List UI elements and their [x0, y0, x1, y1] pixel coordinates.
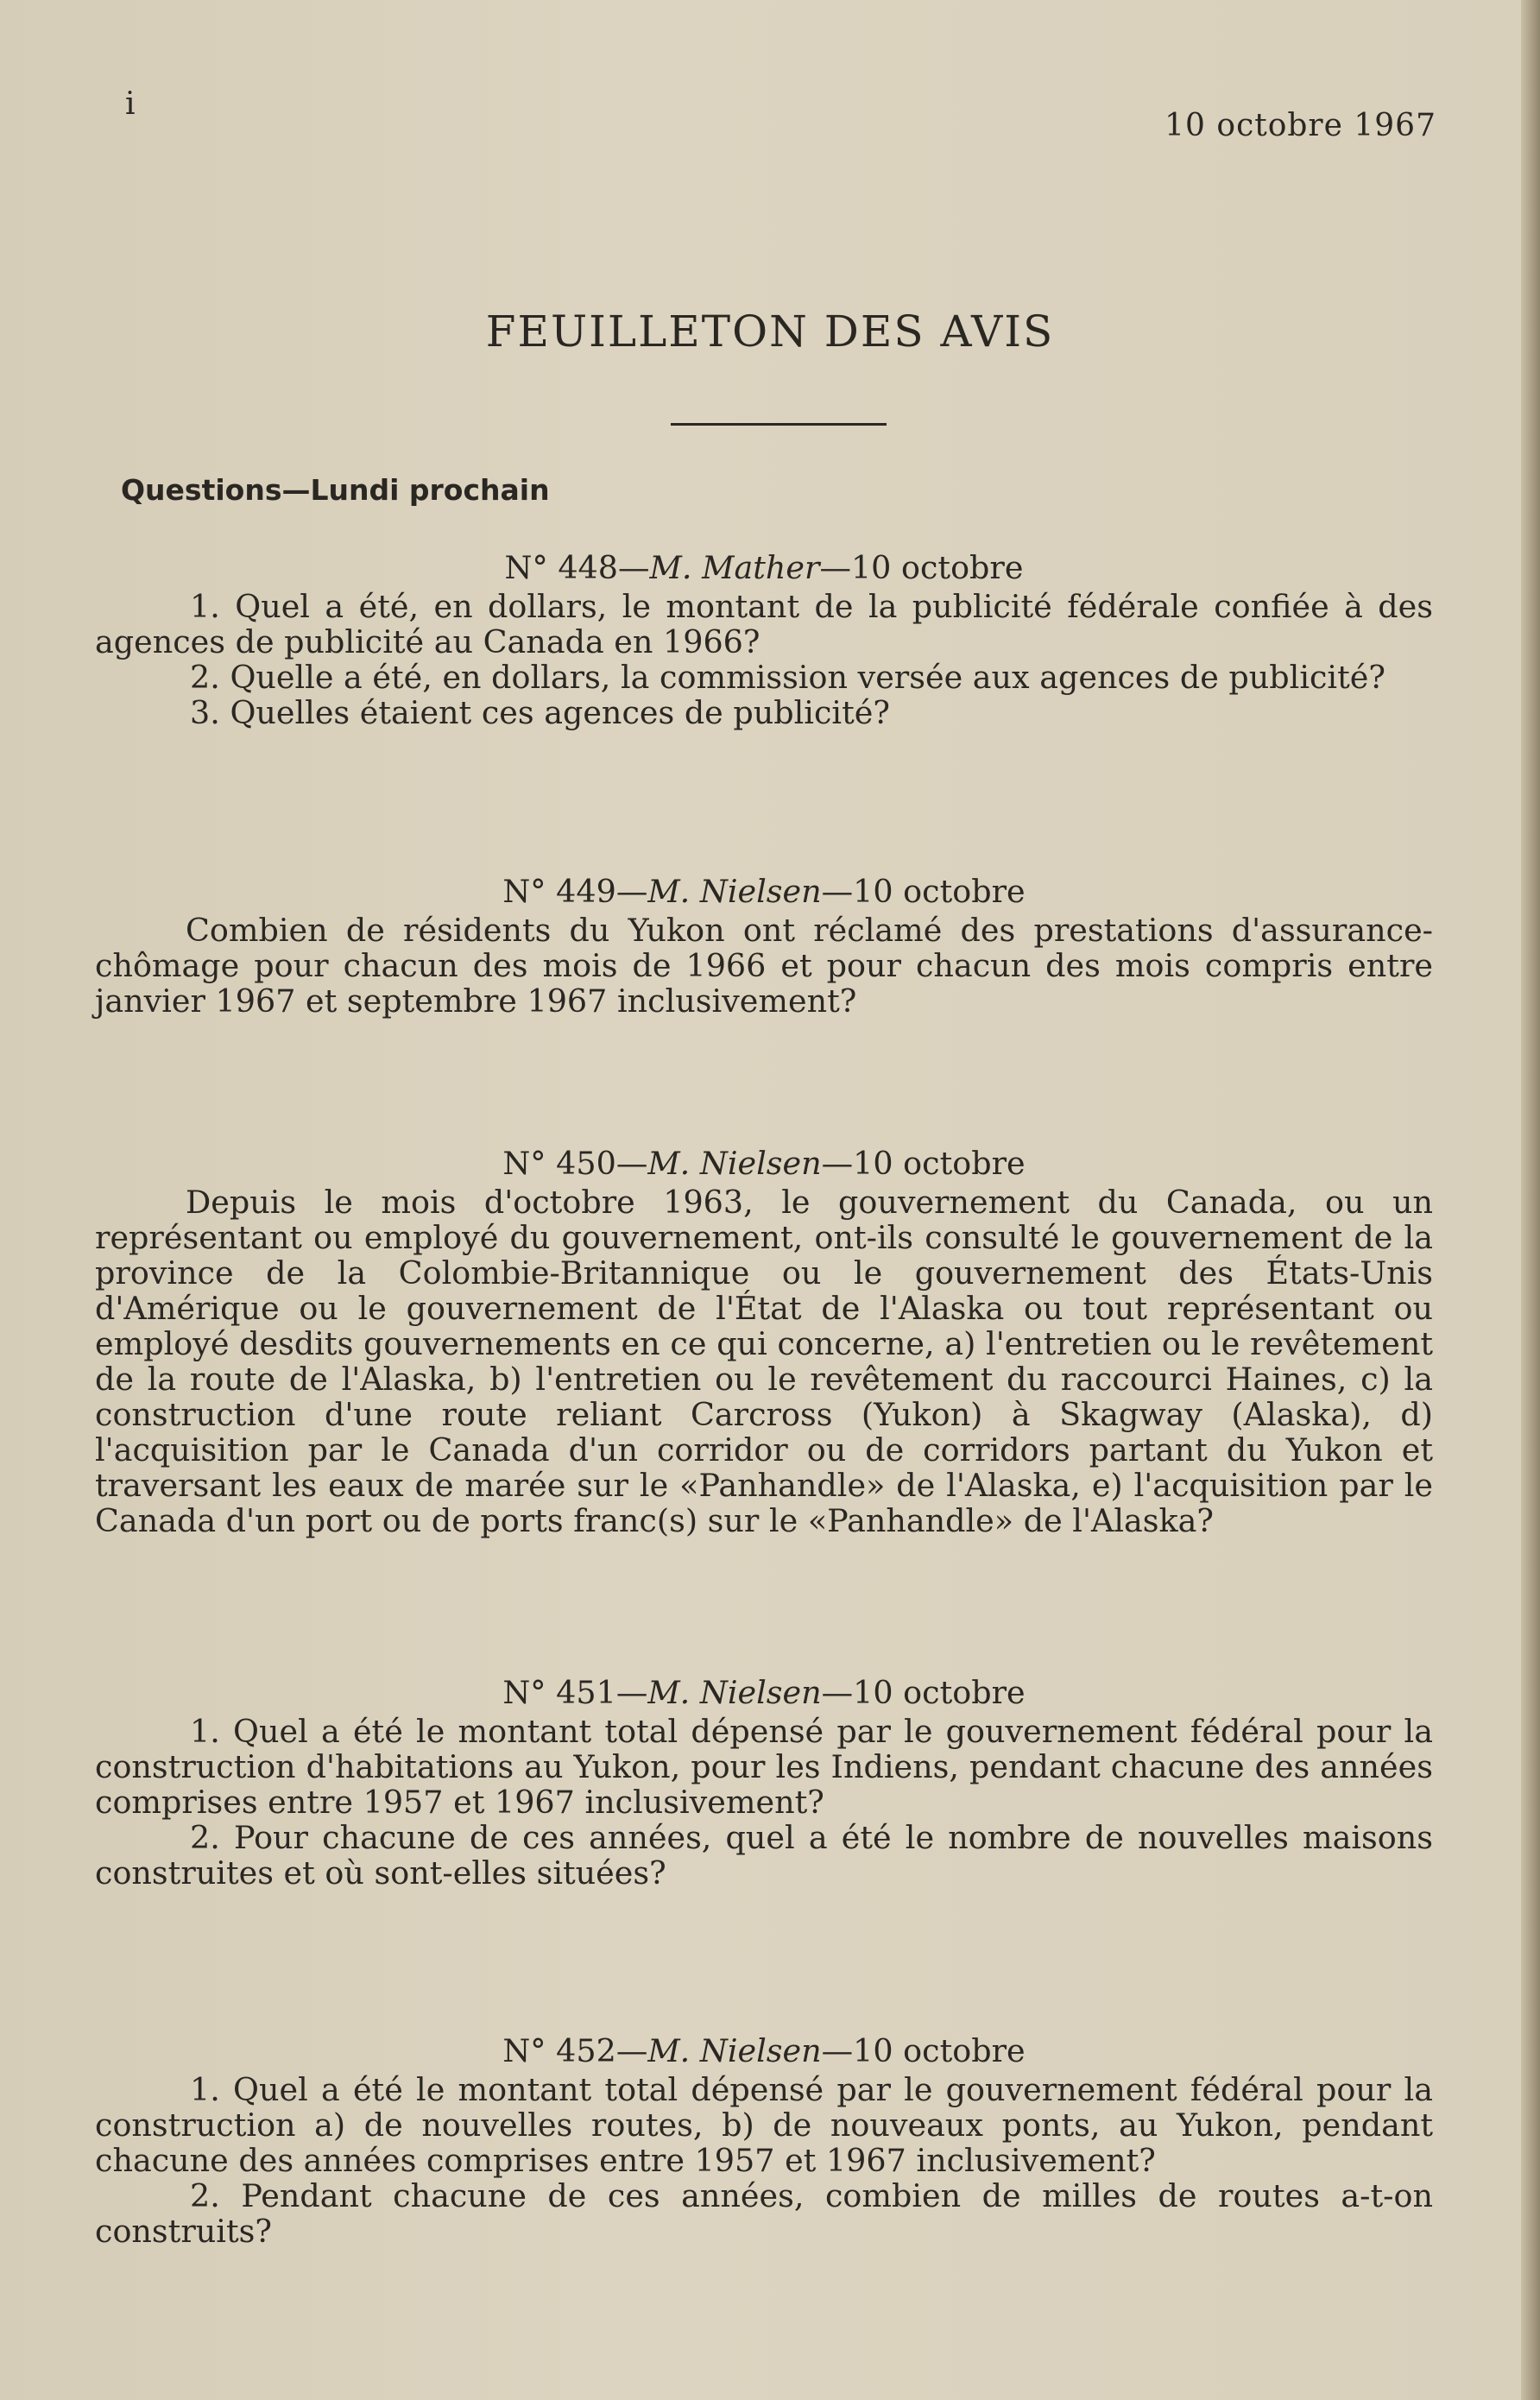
question-member: M. Nielsen	[647, 1674, 822, 1711]
question-paragraph	[95, 1714, 1433, 1820]
question-448	[95, 550, 1433, 730]
paragraph-number: 1.	[190, 1713, 220, 1750]
paragraph-number: 3.	[190, 694, 220, 731]
question-date: 10 octobre	[853, 2032, 1026, 2069]
paragraph-number: 1.	[190, 588, 220, 625]
question-number: N° 449	[502, 873, 616, 910]
paragraph-text: Quel a été le montant total dépensé par le gouvernement fédéral pour la construction a) de nouvelles routes, b) de nouveaux ponts, au Yukon, pendant chacune des années comprises entre 1957 et 1967 inclusivement?	[95, 2071, 1433, 2179]
question-451	[95, 1675, 1433, 1891]
page-title: FEUILLETON DES AVIS	[485, 306, 1055, 357]
paragraph-number: 1.	[190, 2071, 220, 2108]
question-paragraph	[95, 695, 1433, 730]
paragraph-text: Pendant chacune de ces années, combien de milles de routes a-t-on construits?	[95, 2177, 1433, 2250]
paragraph-number: 2.	[190, 1819, 220, 1856]
page-number: i	[125, 86, 136, 122]
title-rule	[671, 423, 887, 426]
question-member: M. Nielsen	[647, 2032, 822, 2069]
question-paragraph	[95, 2072, 1433, 2178]
question-449	[95, 874, 1433, 1019]
question-number: N° 448	[504, 549, 618, 586]
paragraph-text: Combien de résidents du Yukon ont réclamé des prestations d'assurance-chômage pour chacun des mois de 1966 et pour chacun des mois compris entre janvier 1967 et septembre 1967 inclusivement?	[95, 912, 1433, 1020]
question-date: 10 octobre	[850, 549, 1024, 586]
paragraph-text: Quelles étaient ces agences de publicité?	[230, 694, 890, 731]
question-paragraph	[95, 660, 1433, 695]
question-date: 10 octobre	[853, 873, 1026, 910]
question-member: M. Nielsen	[647, 1145, 822, 1182]
question-number: N° 451	[502, 1674, 616, 1711]
question-heading: N° 452—M. Nielsen—10 octobre	[502, 2032, 1026, 2069]
question-paragraph	[95, 913, 1433, 1019]
paragraph-text: Quelle a été, en dollars, la commission versée aux agences de publicité?	[230, 659, 1385, 696]
question-paragraph	[95, 1184, 1433, 1538]
question-paragraph	[95, 1820, 1433, 1891]
paragraph-number: 2.	[190, 2177, 220, 2214]
paragraph-text: Quel a été, en dollars, le montant de la publicité fédérale confiée à des agences de publicité au Canada en 1966?	[95, 588, 1433, 660]
question-paragraph	[95, 2178, 1433, 2249]
paragraph-text: Pour chacune de ces années, quel a été le nombre de nouvelles maisons construites et où sont-elles situées?	[95, 1819, 1433, 1892]
question-heading: N° 449—M. Nielsen—10 octobre	[502, 873, 1026, 910]
question-member: M. Nielsen	[647, 873, 822, 910]
question-heading: N° 451—M. Nielsen—10 octobre	[502, 1674, 1026, 1711]
question-450	[95, 1146, 1433, 1538]
header-date: 10 octobre 1967	[1164, 108, 1436, 143]
question-date: 10 octobre	[853, 1145, 1026, 1182]
page-edge	[1521, 0, 1540, 2400]
paragraph-number: 2.	[190, 659, 220, 696]
section-heading: Questions—Lundi prochain	[121, 473, 550, 507]
question-heading: N° 448—M. Mather—10 octobre	[504, 549, 1024, 586]
paragraph-text: Quel a été le montant total dépensé par le gouvernement fédéral pour la construction d'habitations au Yukon, pour les Indiens, pendant chacune des années comprises entre 1957 et 1967 inclusivement?	[95, 1713, 1433, 1821]
question-paragraph	[95, 589, 1433, 660]
question-heading: N° 450—M. Nielsen—10 octobre	[502, 1145, 1026, 1182]
question-date: 10 octobre	[853, 1674, 1026, 1711]
question-number: N° 452	[502, 2032, 616, 2069]
question-452	[95, 2033, 1433, 2249]
question-number: N° 450	[502, 1145, 616, 1182]
paragraph-text: Depuis le mois d'octobre 1963, le gouvernement du Canada, ou un représentant ou employé du gouvernement, ont-ils consulté le gouvernement de la province de la Colombie-Britannique ou le gouvernement des États-Unis d'Amérique ou le gouvernement de l'État de l'Alaska ou tout représentant ou employé desdits gouvernements en ce qui concerne, a) l'entretien ou le revêtement de la route de l'Alaska, b) l'entretien ou le revêtement du raccourci Haines, c) la construction d'une route reliant Carcross (Yukon) à Skagway (Alaska), d) l'acquisition par le Canada d'un corridor ou de corridors partant du Yukon et traversant les eaux de marée sur le «Panhandle» de l'Alaska, e) l'acquisition par le Canada d'un port ou de ports franc(s) sur le «Panhandle» de l'Alaska?	[95, 1184, 1433, 1539]
question-member: M. Mather	[649, 549, 820, 586]
